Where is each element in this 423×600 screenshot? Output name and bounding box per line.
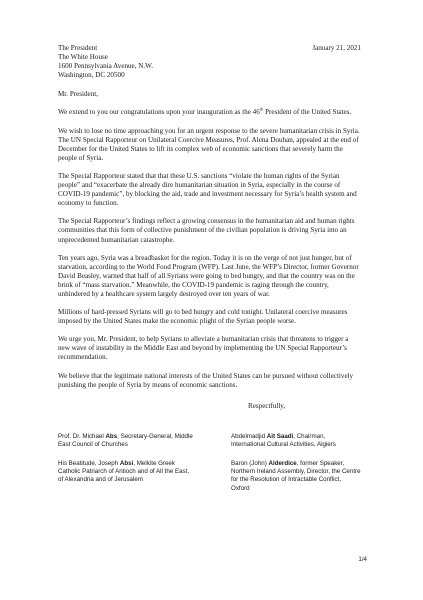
ordinal-suffix: th <box>259 107 264 113</box>
paragraph-text: President of the United States. <box>263 108 352 117</box>
signatory: Prof. Dr. Michael Abs, Secretary-General, Middle East Council of Churches <box>58 432 193 449</box>
signatory-surname: Absi <box>119 459 134 467</box>
signatory-surname: Ait Saadi <box>266 432 294 440</box>
signatory: His Beatitude, Joseph Absi, Melkite Greek Catholic Patriarch of Antioch and of All the East, of Alexandria and of Jerusalem <box>58 459 190 484</box>
address-line: The White House <box>58 53 108 62</box>
signatories <box>58 433 361 493</box>
signatory: Abdelmadjid Ait Saadi, Chairman, International Cultural Activities, Algiers <box>231 432 336 449</box>
paragraph-consensus: The Special Rapporteur’s findings reflect a growing consensus in the humanitarian aid and human rights communities that this form of collective punishment of the civilian population is driving Syria into an unprecedented humanitarian catastrophe. <box>58 217 355 244</box>
paragraph-breadbasket: Ten years ago, Syria was a breadbasket for the region. Today it is on the verge of not just hunger, but of starvation, according to the World Food Program (WFP). Last June, the WFP’s Director, former Governor David Beasley, warned that half of all Syrians were going to bed hungry, and that the country was on the brink of “mass starvation.” Meanwhile, the COVID-19 pandemic is raging through the country, unhindered by a healthcare system largely destroyed over ten years of war. <box>58 253 359 298</box>
address-line: Washington, DC 20500 <box>58 71 125 80</box>
address-line: 1600 Pennsylvania Avenue, N.W. <box>58 62 153 71</box>
signatory: Baron (John) Alderdice, former Speaker, Northern Ireland Assembly, Director, the Centre for the Resolution of Intractable Conflict, Oxford <box>231 459 361 492</box>
closing: Respectfully, <box>248 401 286 410</box>
paragraph-hardship: Millions of hard-pressed Syrians will go to bed hungry and cold tonight. Unilateral coercive measures imposed by the United States make the economic plight of the Syrian people worse. <box>58 308 348 326</box>
paragraph-text: We extend to you our congratulations upon your inauguration as the 46 <box>58 108 260 117</box>
salutation: Mr. President, <box>58 90 98 99</box>
address-line: The President <box>58 44 98 52</box>
paragraph-urge: We urge you, Mr. President, to help Syrians to alleviate a humanitarian crisis that threatens to trigger a new wave of instability in the Middle East and beyond by implementing the UN Special Rapporteur’s recommendation. <box>58 335 349 362</box>
paragraph-congratulations <box>58 108 361 117</box>
paragraph-rapporteur-statement: The Special Rapporteur stated that that these U.S. sanctions “violate the human rights of the Syrian people” and “exacerbate the already dire humanitarian situation in Syria, especially in the course of COVID-19 pandemic”, by blocking the aid, trade and investment necessary for Syria’s health system and economy to function. <box>58 171 357 208</box>
paragraph-urgent-response: We wish to lose no time approaching you for an urgent response to the severe humanitarian crisis in Syria. The UN Special Rapporteur on Unilateral Coercive Measures, Prof. Alena Douhan, appealed at the end of December for the United States to lift its complex web of economic sanctions that severely harm the people of Syria. <box>58 126 360 162</box>
signatory-row <box>58 433 361 450</box>
signatory-surname: Abs <box>105 432 118 440</box>
letter-date: January 21, 2021 <box>312 44 361 52</box>
paragraph-national-interests: We believe that the legitimate national interests of the United States can be pursued without collectively punishing the people of Syria by means of economic sanctions. <box>58 371 354 389</box>
page-number: 1/4 <box>358 556 367 563</box>
signatory-surname: Alderdice <box>268 459 297 467</box>
signatory-row <box>58 460 361 494</box>
